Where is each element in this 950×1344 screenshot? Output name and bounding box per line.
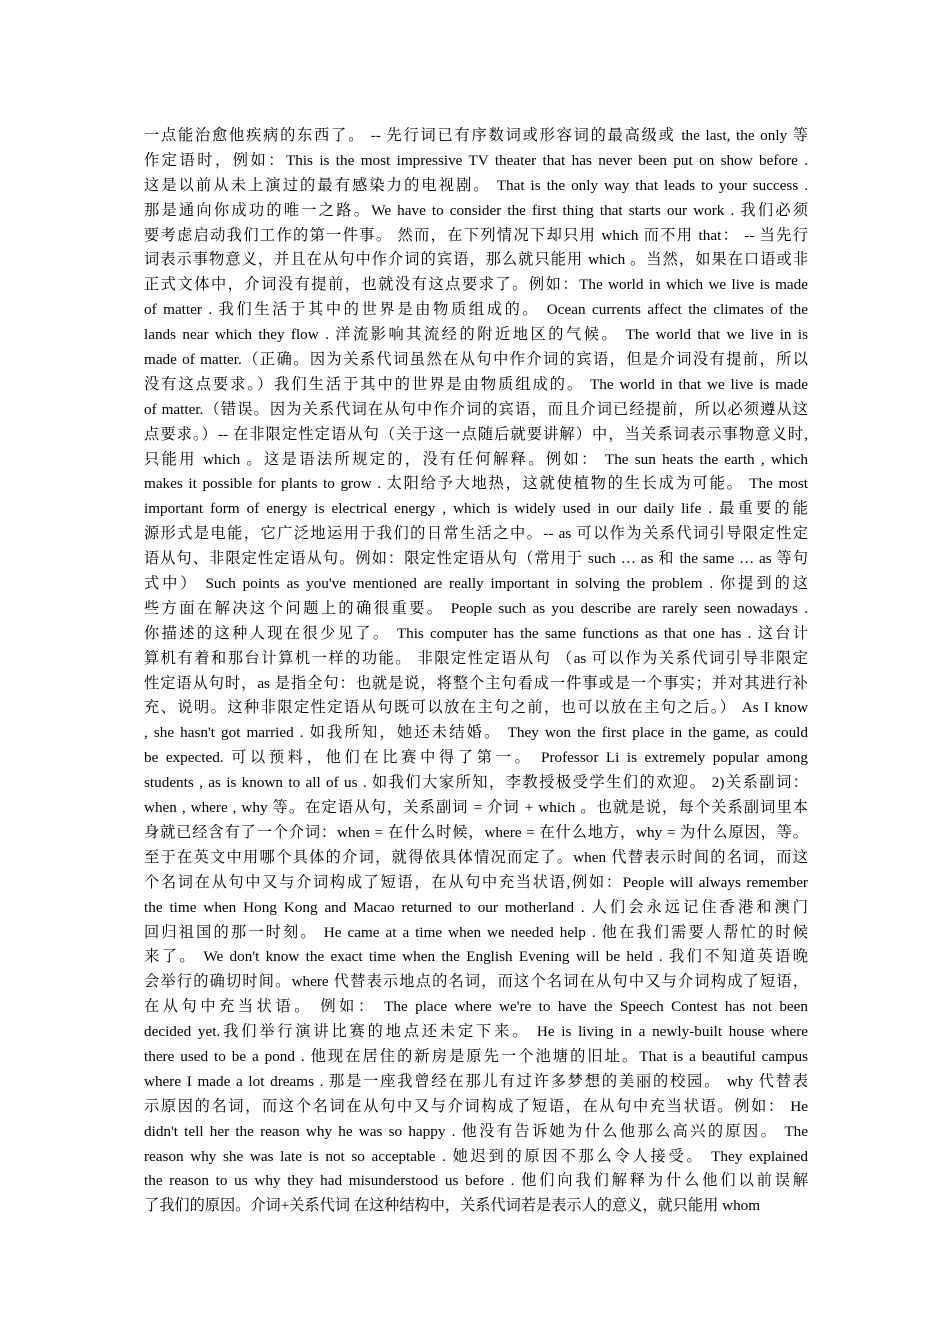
text-line: made of matter.（正确。因为关系代词虽然在从句中作介词的宾语，但是介词没有提前，所以	[144, 351, 808, 369]
text-line: 回归祖国的那一时刻。 He came at a time when we needed help . 他在我们需要人帮忙的时候	[144, 923, 808, 941]
text-line: didn't tell her the reason why he was so happy . 他没有告诉她为什么他那么高兴的原因。 The	[144, 1122, 808, 1140]
text-line: , she hasn't got married . 如我所知，她还未结婚。 They won the first place in the game, as could	[144, 724, 808, 742]
text-line: 性定语从句时，as 是指全句：也就是说，将整个主句看成一件事或是一个事实；并对其进行补	[144, 674, 808, 692]
text-line: 你描述的这种人现在很少见了。 This computer has the same functions as that one has . 这台计	[144, 624, 808, 642]
text-line: 没有这点要求。）我们生活于其中的世界是由物质组成的。 The world in that we live is made	[144, 375, 808, 393]
text-line: reason why she was late is not so acceptable . 她迟到的原因不那么令人接受。 They explained	[144, 1147, 808, 1165]
text-line: 这是以前从未上演过的最有感染力的电视剧。 That is the only way that leads to your success .	[144, 176, 808, 194]
text-line: of matter . 我们生活于其中的世界是由物质组成的。 Ocean currents affect the climates of the	[144, 301, 808, 319]
text-line: students , as is known to all of us . 如我们大家所知，李教授极受学生们的欢迎。 2)关系副词：	[144, 774, 808, 792]
text-line: 在从句中充当状语。 例如： The place where we're to have the Speech Contest has not been	[144, 998, 808, 1016]
text-line: 示原因的名词，而这个名词在从句中又与介词构成了短语，在从句中充当状语。例如： He	[144, 1097, 808, 1115]
text-line: there used to be a pond . 他现在居住的新房是原先一个池塘的旧址。That is a beautiful campus	[144, 1047, 808, 1065]
text-line: 式中） Such points as you've mentioned are really important in solving the problem . 你提到的这	[144, 575, 808, 593]
text-line: 词表示事物意义，并且在从句中作介词的宾语，那么就只能用 which 。当然，如果在口语或非	[144, 251, 808, 269]
text-line: 算机有着和那台计算机一样的功能。 非限定性定语从句 （as 可以作为关系代词引导非限定	[144, 649, 808, 667]
text-line: makes it possible for plants to grow . 太阳给予大地热，这就使植物的生长成为可能。 The most	[144, 475, 808, 493]
text-line: 要考虑启动我们工作的第一件事。 然而，在下列情况下却只用 which 而不用 that： -- 当先行	[144, 226, 808, 244]
text-line: 个名词在从句中又与介词构成了短语，在从句中充当状语,例如：People will always remember	[144, 873, 808, 891]
text-line: 源形式是电能，它广泛地运用于我们的日常生活之中。-- as 可以作为关系代词引导限定性定	[144, 525, 808, 543]
text-line: be expected. 可以预料，他们在比赛中得了第一。 Professor Li is extremely popular among	[144, 749, 808, 767]
text-line: decided yet.我们举行演讲比赛的地点还未定下来。 He is living in a newly-built house where	[144, 1023, 808, 1041]
text-line: 点要求。）-- 在非限定性定语从句（关于这一点随后就要讲解）中，当关系词表示事物意义时,	[144, 425, 808, 443]
document-body	[144, 124, 808, 1219]
text-line: of matter.（错误。因为关系代词在从句中作介词的宾语，而且介词已经提前，所以必须遵从这	[144, 400, 808, 418]
text-line: 来了。 We don't know the exact time when the English Evening will be held . 我们不知道英语晚	[144, 948, 808, 966]
text-line: 作定语时，例如：This is the most impressive TV theater that has never been put on show before .	[144, 151, 808, 169]
text-line: 了我们的原因。介词+关系代词 在这种结构中，关系代词若是表示人的意义，就只能用 whom	[144, 1197, 761, 1215]
text-line: 些方面在解决这个问题上的确很重要。 People such as you describe are rarely seen nowadays .	[144, 599, 808, 617]
text-line: 只能用 which 。这是语法所规定的，没有任何解释。例如： The sun heats the earth , which	[144, 450, 808, 468]
text-line: the time when Hong Kong and Macao returned to our motherland . 人们会永远记住香港和澳门	[144, 898, 808, 916]
text-line: when , where , why 等。在定语从句，关系副词 = 介词 + which 。也就是说，每个关系副词里本	[144, 799, 808, 817]
text-line: 语从句、非限定性定语从句。例如：限定性定语从句（常用于 such … as 和 the same … as 等句	[144, 550, 808, 568]
text-line: 身就已经含有了一个介词：when = 在什么时候，where = 在什么地方，why = 为什么原因，等。	[144, 823, 808, 841]
text-line: where I made a lot dreams . 那是一座我曾经在那儿有过许多梦想的美丽的校园。 why 代替表	[144, 1072, 808, 1090]
text-line: the reason to us why they had misunderstood us before . 他们向我们解释为什么他们以前误解	[144, 1172, 808, 1190]
text-line: 至于在英文中用哪个具体的介词，就得依具体情况而定了。when 代替表示时间的名词，而这	[144, 848, 808, 866]
text-line: 正式文体中，介词没有提前，也就没有这点要求了。例如：The world in which we live is made	[144, 276, 808, 294]
text-line: important form of energy is electrical energy , which is widely used in our daily life . 最重要的能	[144, 500, 808, 518]
text-line: lands near which they flow . 洋流影响其流经的附近地区的气候。 The world that we live in is	[144, 326, 808, 344]
text-line: 会举行的确切时间。where 代替表示地点的名词，而这个名词在从句中又与介词构成了短语，	[144, 973, 808, 991]
text-line: 充、说明。这种非限定性定语从句既可以放在主句之前，也可以放在主句之后。） As I know	[144, 699, 808, 717]
text-line: 一点能治愈他疾病的东西了。 -- 先行词已有序数词或形容词的最高级或 the last, the only 等	[144, 127, 808, 144]
text-line: 那是通向你成功的唯一之路。We have to consider the first thing that starts our work . 我们必须	[144, 201, 808, 219]
